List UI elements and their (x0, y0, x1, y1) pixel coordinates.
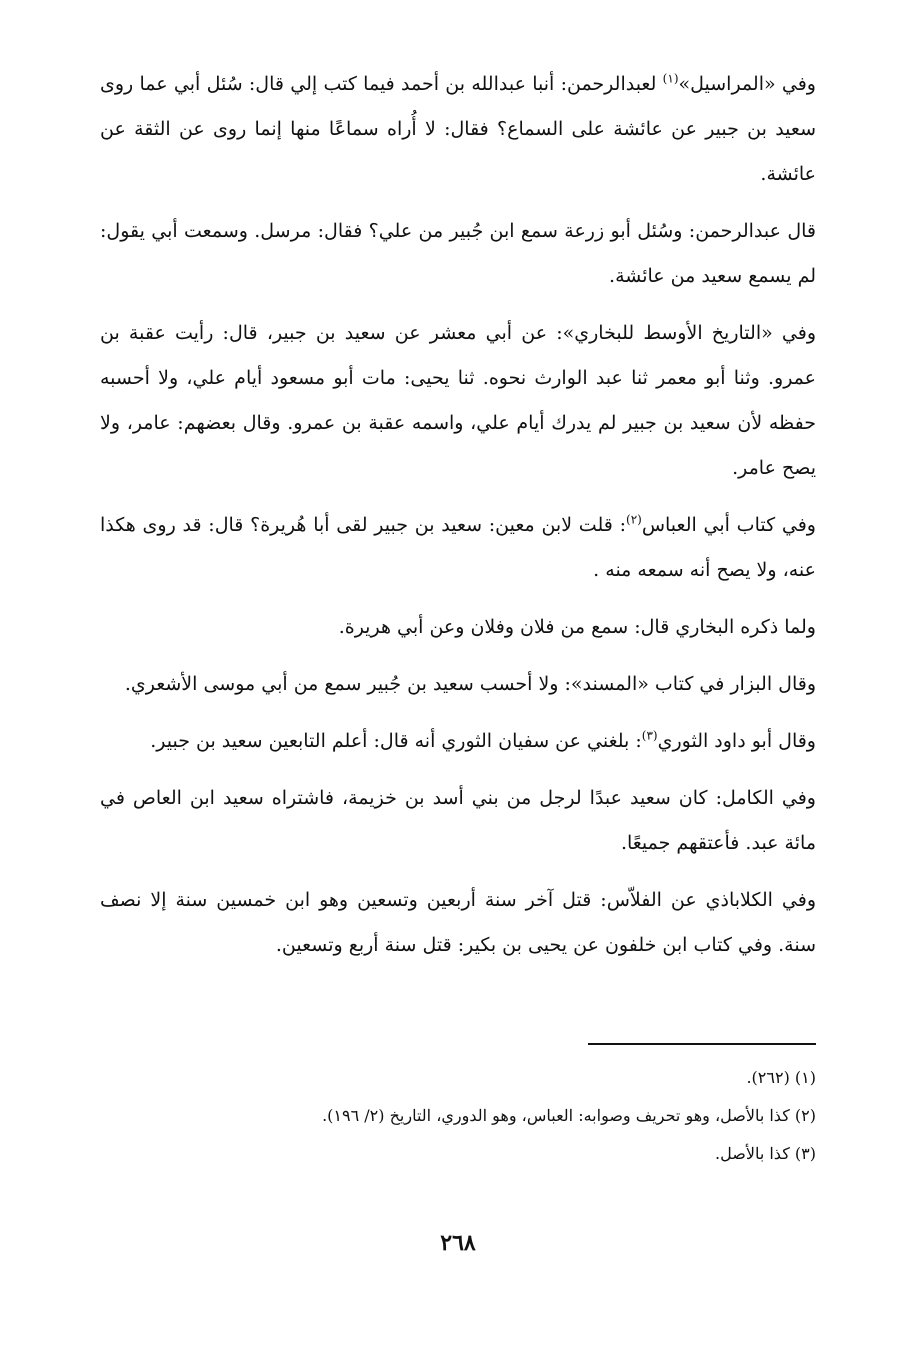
paragraph (100, 62, 816, 197)
footnote-1: (١) (٢٦٢). (746, 1068, 816, 1087)
footnote-2: (٢) كذا بالأصل، وهو تحريف وصوابه: العباس، وهو الدوري، التاريخ (٢/ ١٩٦). (322, 1106, 816, 1125)
paragraph-text: وفي كتاب أبي العباس (641, 514, 816, 536)
footnotes (100, 1062, 816, 1176)
footnote-divider (588, 1043, 816, 1045)
paragraph-text: وفي الكلاباذي عن الفلاّس: قتل آخر سنة أربعين وتسعين وهو ابن خمسين سنة إلا نصف سنة. وفي كتاب ابن خلفون عن يحيى بن بكير: قتل سنة أربع وتسعين. (100, 889, 816, 956)
page-number: ٢٦٨ (440, 1230, 476, 1256)
footnote-reference: (٣) (641, 728, 658, 743)
footnote-reference: (١) (662, 71, 679, 86)
paragraph-text: وقال أبو داود الثوري (657, 730, 816, 752)
paragraph (100, 878, 816, 968)
paragraph-text: قال عبدالرحمن: وسُئل أبو زرعة سمع ابن جُبير من علي؟ فقال: مرسل. وسمعت أبي يقول: لم يسمع سعيد من عائشة. (100, 220, 816, 287)
paragraph (100, 662, 816, 707)
paragraph-text: وفي «المراسيل» (678, 73, 816, 95)
paragraph-text: وفي «التاريخ الأوسط للبخاري»: عن أبي معشر عن سعيد بن جبير، قال: رأيت عقبة بن عمرو. وثنا أبو معمر ثنا عبد الوارث نحوه. ثنا يحيى: مات أبو مسعود أيام علي، ولا أحسبه حفظه لأن سعيد بن جبير لم يدرك أيام علي، واسمه عقبة بن عمرو. وقال بعضهم: عامر، ولا يصح عامر. (100, 322, 816, 479)
paragraph-text: وفي الكامل: كان سعيد عبدًا لرجل من بني أسد بن خزيمة، فاشتراه سعيد ابن العاص في مائة عبد. فأعتقهم جميعًا. (100, 787, 816, 854)
paragraph (100, 605, 816, 650)
paragraph-text: ولما ذكره البخاري قال: سمع من فلان وفلان وعن أبي هريرة. (338, 616, 816, 638)
paragraph-text: : بلغني عن سفيان الثوري أنه قال: أعلم التابعين سعيد بن جبير. (150, 730, 642, 752)
paragraph (100, 719, 816, 764)
paragraph (100, 311, 816, 491)
footnote-reference: (٢) (626, 512, 642, 527)
paragraph-text: : قلت لابن معين: سعيد بن جبير لقى أبا هُريرة؟ قال: قد روى هكذا عنه، ولا يصح أنه سمعه منه . (100, 514, 816, 581)
paragraph (100, 209, 816, 299)
paragraph-text: وقال البزار في كتاب «المسند»: ولا أحسب سعيد بن جُبير سمع من أبي موسى الأشعري. (124, 673, 816, 695)
footnote-3: (٣) كذا بالأصل. (715, 1144, 816, 1163)
paragraph (100, 776, 816, 866)
main-text (100, 62, 816, 980)
paragraph-text: لعبدالرحمن: أنبا عبدالله بن أحمد فيما كتب إلي قال: سُئل أبي عما روى سعيد بن جبير عن عائشة على السماع؟ فقال: لا أُراه سماعًا منها إنما روى عن الثقة عن عائشة. (100, 73, 816, 185)
paragraph (100, 503, 816, 593)
